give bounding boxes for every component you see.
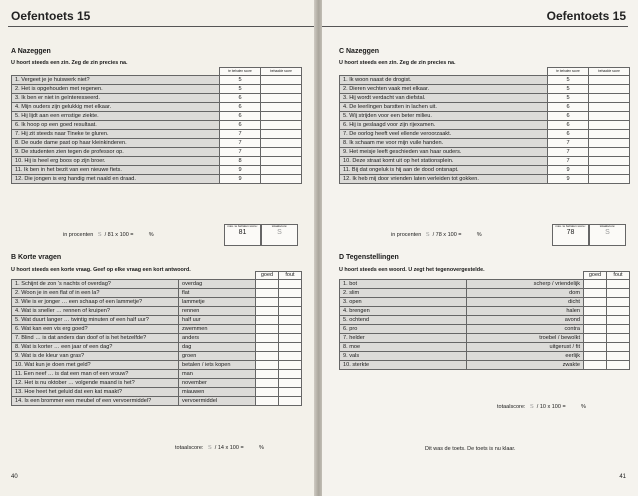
answer-cell: zwemmen (179, 325, 256, 334)
obtained-score-cell (589, 130, 630, 139)
max-label: max. te behalen score: (227, 224, 258, 228)
table-row (340, 103, 630, 112)
fout-cell (279, 289, 302, 298)
sentence-cell: 12. Die jongen is erg handig met naald en draad. (12, 175, 220, 184)
table-row (12, 157, 302, 166)
max-score-cell: 7 (548, 148, 589, 157)
section-a-max-box (224, 224, 261, 246)
table-row (12, 94, 302, 103)
total-label: totaalscore: (175, 445, 204, 451)
obtained-score-cell (589, 112, 630, 121)
goed-cell (256, 280, 279, 289)
score-placeholder: S (208, 445, 212, 451)
goed-cell (584, 352, 607, 361)
obtained-score-cell (261, 139, 302, 148)
word-cell: 3. open (340, 298, 467, 307)
question-cell: 3. Wie is er jonger … een schaap of een lammetje? (12, 298, 179, 307)
section-d-instruction: U hoort steeds een woord. U zegt het tegenovergestelde. (339, 267, 485, 273)
goed-cell (256, 352, 279, 361)
sentence-cell: 8. Ik schaam me voor mijn vuile handen. (340, 139, 548, 148)
obtained-score-cell (589, 76, 630, 85)
section-c-table (339, 67, 630, 184)
obtained-score-cell (589, 148, 630, 157)
answer-cell: uitgerust / fit (467, 343, 584, 352)
fout-cell (607, 298, 630, 307)
page-number-left: 40 (11, 474, 18, 480)
sentence-cell: 6. Ik hoop op een goed resultaat. (12, 121, 220, 130)
col-goed-header: goed (584, 272, 607, 280)
question-cell: 6. Wat kan een vis erg goed? (12, 325, 179, 334)
col-goed-header: goed (256, 272, 279, 280)
section-a-instruction: U hoort steeds een zin. Zeg de zin precies na. (11, 60, 128, 66)
table-row (12, 121, 302, 130)
table-row (12, 388, 302, 397)
answer-cell: dicht (467, 298, 584, 307)
section-a-total-box (261, 224, 298, 246)
goed-cell (584, 343, 607, 352)
obtained-score-cell (589, 175, 630, 184)
col-fout-header: fout (607, 272, 630, 280)
table-row (340, 130, 630, 139)
score-placeholder: S (530, 404, 534, 410)
obtained-score-cell (589, 157, 630, 166)
obtained-score-cell (261, 166, 302, 175)
fout-cell (607, 352, 630, 361)
answer-cell: troebel / bewolkt (467, 334, 584, 343)
goed-cell (256, 379, 279, 388)
answer-cell: november (179, 379, 256, 388)
sentence-cell: 11. Ik ben in het bezit van een nieuwe fiets. (12, 166, 220, 175)
answer-cell: contra (467, 325, 584, 334)
sentence-cell: 5. Hij lijdt aan een ernstige ziekte. (12, 112, 220, 121)
word-cell: 6. pro (340, 325, 467, 334)
answer-cell: half uur (179, 316, 256, 325)
answer-cell: dag (179, 343, 256, 352)
left-page (0, 0, 316, 496)
goed-cell (584, 325, 607, 334)
obtained-score-cell (261, 130, 302, 139)
goed-cell (256, 298, 279, 307)
table-row (12, 361, 302, 370)
sentence-cell: 10. Deze straat komt uit op het stationsplein. (340, 157, 548, 166)
max-score-cell: 6 (220, 94, 261, 103)
sentence-cell: 8. De oude dame past op haar kleinkinderen. (12, 139, 220, 148)
sentence-cell: 9. De studenten zien tegen de professor op. (12, 148, 220, 157)
page-title-left: Oefentoets 15 (11, 9, 91, 23)
max-score-cell: 6 (220, 103, 261, 112)
obtained-score-cell (261, 94, 302, 103)
fout-cell (279, 307, 302, 316)
table-row (340, 148, 630, 157)
max-score-cell: 6 (548, 121, 589, 130)
table-row (12, 298, 302, 307)
goed-cell (584, 334, 607, 343)
end-of-test-note: Dit was de toets. De toets is nu klaar. (425, 446, 516, 452)
table-row (340, 157, 630, 166)
fout-cell (279, 388, 302, 397)
table-row (12, 370, 302, 379)
section-d-total (497, 404, 586, 410)
obtained-score-cell (589, 139, 630, 148)
question-cell: 5. Wat duurt langer … twintig minuten of een half uur? (12, 316, 179, 325)
goed-cell (256, 370, 279, 379)
max-score-cell: 6 (548, 112, 589, 121)
word-cell: 5. ochtend (340, 316, 467, 325)
table-row (12, 76, 302, 85)
table-row (12, 103, 302, 112)
word-cell: 1. bot (340, 280, 467, 289)
word-cell: 10. sterkte (340, 361, 467, 370)
section-b-heading: B Korte vragen (11, 254, 62, 261)
table-row (12, 379, 302, 388)
section-c-instruction: U hoort steeds een zin. Zeg de zin precies na. (339, 60, 456, 66)
sentence-cell: 5. Wij strijden voor een beter milieu. (340, 112, 548, 121)
sentence-cell: 7. De oorlog heeft veel ellende veroorzaakt. (340, 130, 548, 139)
table-row (12, 352, 302, 361)
obtained-score-cell (261, 103, 302, 112)
page-title-right: Oefentoets 15 (546, 9, 626, 23)
total-label: totaalscore: (497, 404, 526, 410)
table-row (12, 316, 302, 325)
goed-cell (256, 334, 279, 343)
fout-cell (279, 334, 302, 343)
max-score-cell: 9 (548, 166, 589, 175)
answer-cell: betalen / iets kopen (179, 361, 256, 370)
max-score-cell: 6 (220, 121, 261, 130)
percent-sign: % (476, 232, 482, 238)
header-spacer (467, 272, 584, 280)
col-score-header: te behalen score (220, 68, 261, 76)
table-row (340, 307, 630, 316)
max-score-cell: 9 (548, 175, 589, 184)
table-row (12, 112, 302, 121)
fout-cell (607, 361, 630, 370)
header-spacer (12, 272, 179, 280)
max-score-cell: 5 (220, 85, 261, 94)
question-cell: 12. Het is nu oktober … volgende maand is het? (12, 379, 179, 388)
goed-cell (256, 361, 279, 370)
question-cell: 8. Wat is korter … een jaar of een dag? (12, 343, 179, 352)
fout-cell (607, 307, 630, 316)
goed-cell (584, 307, 607, 316)
table-row (340, 175, 630, 184)
word-cell: 2. slim (340, 289, 467, 298)
answer-cell: rennen (179, 307, 256, 316)
obtained-score-cell (589, 103, 630, 112)
question-cell: 11. Een neef … is dat een man of een vrouw? (12, 370, 179, 379)
sentence-cell: 1. Ik woon naast de drogist. (340, 76, 548, 85)
answer-cell: groen (179, 352, 256, 361)
table-row (12, 343, 302, 352)
sentence-cell: 12. Ik heb mij door vrienden laten verleiden tot gokken. (340, 175, 548, 184)
max-score-cell: 6 (220, 112, 261, 121)
answer-cell: man (179, 370, 256, 379)
max-score-cell: 7 (220, 130, 261, 139)
table-row (12, 175, 302, 184)
obtained-score-cell (589, 166, 630, 175)
table-row (12, 85, 302, 94)
goed-cell (256, 325, 279, 334)
max-score-cell: 7 (548, 157, 589, 166)
section-d-heading: D Tegenstellingen (339, 254, 399, 261)
fout-cell (279, 298, 302, 307)
sentence-cell: 4. De leerlingen barstten in lachen uit. (340, 103, 548, 112)
table-row (12, 289, 302, 298)
goed-cell (256, 388, 279, 397)
goed-cell (584, 316, 607, 325)
fout-cell (607, 343, 630, 352)
question-cell: 2. Woon je in een flat of in een la? (12, 289, 179, 298)
fout-cell (279, 280, 302, 289)
section-c-percent (391, 232, 482, 238)
obtained-score-cell (261, 175, 302, 184)
sentence-cell: 6. Hij is geslaagd voor zijn rijexamen. (340, 121, 548, 130)
fout-cell (607, 289, 630, 298)
goed-cell (256, 397, 279, 406)
max-score-cell: 9 (220, 166, 261, 175)
page-number-right: 41 (619, 474, 626, 480)
fout-cell (607, 325, 630, 334)
max-score-cell: 5 (220, 76, 261, 85)
percent-sign: % (258, 445, 264, 451)
section-b-instruction: U hoort steeds een korte vraag. Geef op elke vraag een kort antwoord. (11, 267, 191, 273)
goed-cell (584, 280, 607, 289)
sentence-cell: 4. Mijn ouders zijn gelukkig met elkaar. (12, 103, 220, 112)
answer-cell: eerlijk (467, 352, 584, 361)
table-row (340, 352, 630, 361)
goed-cell (584, 361, 607, 370)
max-score-cell: 9 (220, 175, 261, 184)
percent-label: in procenten (63, 232, 94, 238)
goed-cell (256, 343, 279, 352)
right-page (322, 0, 638, 496)
header-spacer (12, 68, 220, 76)
answer-cell: lammetje (179, 298, 256, 307)
col-fout-header: fout (279, 272, 302, 280)
col-score-header: te behalen score (548, 68, 589, 76)
goed-cell (256, 307, 279, 316)
sentence-cell: 11. Bij dat ongeluk is hij aan de dood ontsnapt. (340, 166, 548, 175)
fout-cell (607, 316, 630, 325)
sentence-cell: 3. Hij wordt verdacht van diefstal. (340, 94, 548, 103)
table-row (12, 325, 302, 334)
max-score-cell: 7 (220, 139, 261, 148)
col-obtained-header: behaalde score (589, 68, 630, 76)
question-cell: 13. Hoe heet het geluid dat een kat maakt? (12, 388, 179, 397)
answer-cell: anders (179, 334, 256, 343)
score-placeholder: S (97, 232, 102, 238)
table-row (340, 280, 630, 289)
section-a-heading: A Nazeggen (11, 48, 51, 55)
table-row (340, 166, 630, 175)
question-cell: 4. Wat is sneller … rennen of kruipen? (12, 307, 179, 316)
question-cell: 7. Blind … is dat anders dan doof of is het hetzelfde? (12, 334, 179, 343)
answer-cell: vervoermiddel (179, 397, 256, 406)
table-row (12, 166, 302, 175)
max-score-cell: 5 (548, 85, 589, 94)
title-rule-right (322, 26, 628, 27)
sentence-cell: 7. Hij zit steeds naar Tineke te gluren. (12, 130, 220, 139)
table-row (340, 94, 630, 103)
goed-cell (584, 289, 607, 298)
fout-cell (607, 334, 630, 343)
max-score-cell: 8 (220, 157, 261, 166)
section-a-percent (63, 232, 154, 238)
obtained-score-cell (261, 112, 302, 121)
obtained-score-cell (261, 121, 302, 130)
fout-cell (279, 397, 302, 406)
percent-formula: / 78 x 100 = (432, 232, 462, 238)
table-row (340, 316, 630, 325)
section-d-table (339, 271, 630, 370)
table-row (12, 139, 302, 148)
section-b-table (11, 271, 302, 406)
table-row (340, 334, 630, 343)
table-row (340, 139, 630, 148)
goed-cell (256, 289, 279, 298)
fout-cell (607, 280, 630, 289)
obtained-score-cell (589, 94, 630, 103)
word-cell: 4. brengen (340, 307, 467, 316)
total-formula: / 10 x 100 = (536, 404, 566, 410)
word-cell: 8. moe (340, 343, 467, 352)
total-label: totaalscore: (271, 224, 288, 228)
table-row (340, 343, 630, 352)
table-row (340, 325, 630, 334)
table-row (340, 121, 630, 130)
total-formula: / 14 x 100 = (214, 445, 244, 451)
percent-sign: % (580, 404, 586, 410)
sentence-cell: 1. Vergeet je je huiswerk niet? (12, 76, 220, 85)
section-b-total (175, 445, 264, 451)
max-score-cell: 7 (548, 139, 589, 148)
obtained-score-cell (261, 85, 302, 94)
answer-cell: zwakte (467, 361, 584, 370)
col-obtained-header: behaalde score (261, 68, 302, 76)
total-placeholder: S (277, 228, 282, 236)
header-spacer (340, 68, 548, 76)
obtained-score-cell (261, 148, 302, 157)
table-row (340, 361, 630, 370)
table-row (12, 130, 302, 139)
table-row (12, 334, 302, 343)
percent-sign: % (148, 232, 154, 238)
section-c-heading: C Nazeggen (339, 48, 380, 55)
answer-cell: halen (467, 307, 584, 316)
header-spacer (340, 272, 467, 280)
fout-cell (279, 316, 302, 325)
max-score-cell: 5 (548, 94, 589, 103)
max-score-cell: 6 (548, 103, 589, 112)
section-c-max-box (552, 224, 589, 246)
total-label: totaalscore: (599, 224, 616, 228)
sentence-cell: 3. Ik ben er niet in geïnteresseerd. (12, 94, 220, 103)
answer-cell: avond (467, 316, 584, 325)
sentence-cell: 2. Het is opgehouden met regenen. (12, 85, 220, 94)
obtained-score-cell (261, 76, 302, 85)
table-row (340, 112, 630, 121)
sentence-cell: 2. Dieren vechten vaak met elkaar. (340, 85, 548, 94)
table-row (12, 148, 302, 157)
percent-formula: / 81 x 100 = (104, 232, 134, 238)
fout-cell (279, 370, 302, 379)
max-score-cell: 6 (548, 130, 589, 139)
table-row (340, 289, 630, 298)
section-a-table (11, 67, 302, 184)
score-placeholder: S (425, 232, 430, 238)
question-cell: 9. Wat is de kleur van gras? (12, 352, 179, 361)
max-value: 81 (238, 228, 247, 236)
answer-cell: overdag (179, 280, 256, 289)
fout-cell (279, 361, 302, 370)
title-rule-left (8, 26, 314, 27)
sentence-cell: 9. Het meisje leeft geschieden van haar ouders. (340, 148, 548, 157)
answer-cell: scherp / vriendelijk (467, 280, 584, 289)
fout-cell (279, 325, 302, 334)
goed-cell (256, 316, 279, 325)
max-score-cell: 5 (548, 76, 589, 85)
question-cell: 10. Wat kun je doen met geld? (12, 361, 179, 370)
word-cell: 9. vals (340, 352, 467, 361)
question-cell: 1. Schijnt de zon 's nachts of overdag? (12, 280, 179, 289)
table-row (340, 76, 630, 85)
table-row (12, 397, 302, 406)
total-placeholder: S (605, 228, 610, 236)
answer-cell: dom (467, 289, 584, 298)
obtained-score-cell (589, 121, 630, 130)
table-row (340, 85, 630, 94)
sentence-cell: 10. Hij is heel erg boos op zijn broer. (12, 157, 220, 166)
header-spacer (179, 272, 256, 280)
table-row (12, 280, 302, 289)
max-label: max. te behalen score: (555, 224, 586, 228)
answer-cell: flat (179, 289, 256, 298)
fout-cell (279, 352, 302, 361)
percent-label: in procenten (391, 232, 422, 238)
fout-cell (279, 379, 302, 388)
answer-cell: miauwen (179, 388, 256, 397)
obtained-score-cell (261, 157, 302, 166)
section-c-total-box (589, 224, 626, 246)
word-cell: 7. helder (340, 334, 467, 343)
max-value: 78 (566, 228, 575, 236)
max-score-cell: 7 (220, 148, 261, 157)
goed-cell (584, 298, 607, 307)
obtained-score-cell (589, 85, 630, 94)
question-cell: 14. Is een brommer een meubel of een vervoermiddel? (12, 397, 179, 406)
table-row (340, 298, 630, 307)
fout-cell (279, 343, 302, 352)
table-row (12, 307, 302, 316)
